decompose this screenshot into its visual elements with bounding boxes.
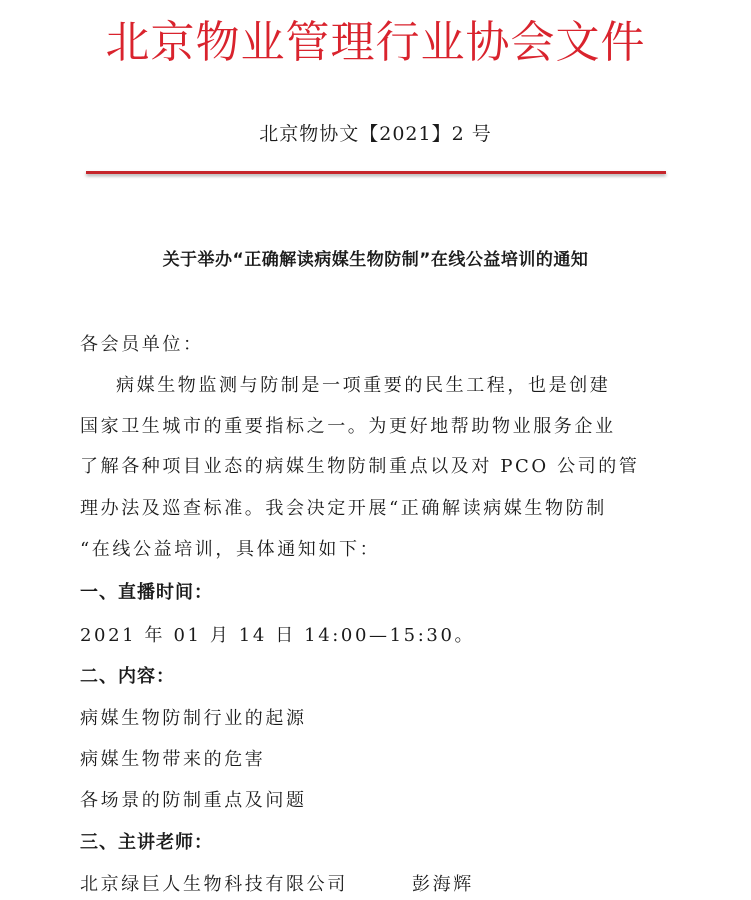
paragraph-line: 理办法及巡查标准。我会决定开展“正确解读病媒生物防制 [80,498,607,519]
section-heading-speaker: 三、主讲老师： [80,832,213,853]
paragraph-line: 病媒生物监测与防制是一项重要的民生工程，也是创建 [116,375,611,396]
section-heading-content: 二、内容： [80,666,175,687]
red-divider-rule [86,171,666,174]
broadcast-time: 2021 年 01 月 14 日 14:00—15:30。 [80,625,476,646]
document-header-title: 北京物业管理行业协会文件 [105,17,646,68]
paragraph-line: 了解各种项目业态的病媒生物防制重点以及对 PCO 公司的管 [80,456,640,477]
content-item: 病媒生物带来的危害 [80,749,266,770]
salutation: 各会员单位： [80,334,204,355]
content-item: 各场景的防制重点及问题 [80,790,307,811]
speaker-company: 北京绿巨人生物科技有限公司 [80,874,348,895]
content-item: 病媒生物防制行业的起源 [80,708,307,729]
paragraph-line: “在线公益培训，具体通知如下： [80,539,381,560]
section-heading-time: 一、直播时间： [80,582,213,603]
document-number: 北京物协文【2021】2 号 [259,123,492,145]
paragraph-line: 国家卫生城市的重要指标之一。为更好地帮助物业服务企业 [80,416,616,437]
notice-title: 关于举办“正确解读病媒生物防制”在线公益培训的通知 [162,250,589,270]
speaker-name: 彭海辉 [412,874,474,895]
